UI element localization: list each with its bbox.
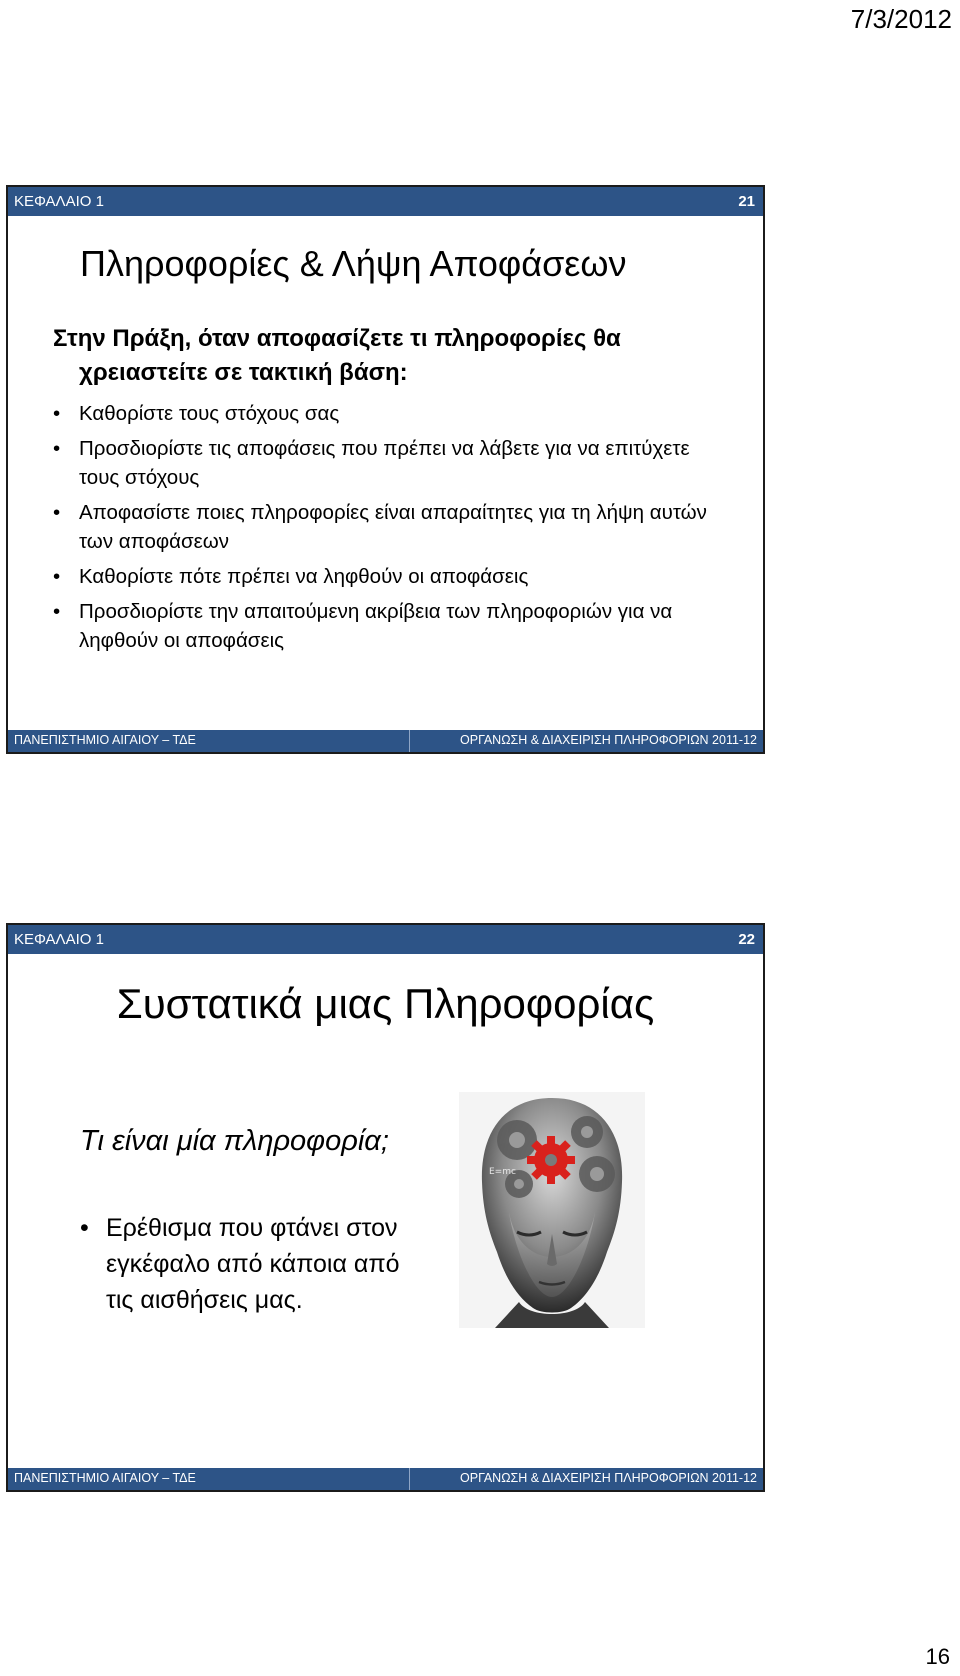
slide-header (8, 925, 763, 954)
slide-header (8, 187, 763, 216)
slide-footer (8, 730, 763, 752)
bullet-list (80, 1210, 420, 1318)
list-item: • Προσδιορίστε την απαιτούμενη ακρίβεια των πληροφοριών για να ληφθούν οι αποφάσεις (53, 597, 713, 655)
page-number: 16 (925, 1644, 950, 1669)
footer-divider (409, 730, 410, 752)
chapter-label: ΚΕΦΑΛΑΙΟ 1 (14, 931, 104, 948)
list-item: • Αποφασίστε ποιες πληροφορίες είναι απαραίτητες για τη λήψη αυτών των αποφάσεων (53, 498, 713, 556)
footer-university: ΠΑΝΕΠΙΣΤΗΜΙΟ ΑΙΓΑΙΟΥ – ΤΔΕ (14, 733, 196, 747)
footer-university: ΠΑΝΕΠΙΣΤΗΜΙΟ ΑΙΓΑΙΟΥ – ΤΔΕ (14, 1471, 196, 1485)
slide-intro (53, 322, 693, 390)
list-item: • Καθορίστε πότε πρέπει να ληφθούν οι αποφάσεις (53, 562, 713, 591)
list-item: • Καθορίστε τους στόχους σας (53, 399, 713, 428)
formula-text: E=mc (489, 1167, 516, 1177)
slide-21 (6, 185, 765, 754)
slide-footer (8, 1468, 763, 1490)
intro-line-2: χρειαστείτε σε τακτική βάση: (79, 359, 408, 386)
footer-course: ΟΡΓΑΝΩΣΗ & ΔΙΑΧΕΙΡΙΣΗ ΠΛΗΡΟΦΟΡΙΩΝ 2011-12 (460, 1471, 757, 1485)
slide-number: 21 (738, 193, 755, 210)
footer-divider (409, 1468, 410, 1490)
slide-question: Τι είναι μία πληροφορία; (80, 1125, 389, 1157)
slide-title: Πληροφορίες & Λήψη Αποφάσεων (80, 243, 627, 284)
intro-line-1: Στην Πράξη, όταν αποφασίζετε τι πληροφορίες θα (53, 325, 621, 352)
chapter-label: ΚΕΦΑΛΑΙΟ 1 (14, 193, 104, 210)
bullet-list (53, 399, 713, 661)
footer-course: ΟΡΓΑΝΩΣΗ & ΔΙΑΧΕΙΡΙΣΗ ΠΛΗΡΟΦΟΡΙΩΝ 2011-12 (460, 733, 757, 747)
slide-number: 22 (738, 931, 755, 948)
page-date: 7/3/2012 (850, 4, 952, 34)
list-item: • Προσδιορίστε τις αποφάσεις που πρέπει να λάβετε για να επιτύχετε τους στόχους (53, 434, 713, 492)
slide-22 (6, 923, 765, 1492)
list-item: • Ερέθισμα που φτάνει στον εγκέφαλο από κάποια από τις αισθήσεις μας. (80, 1210, 420, 1318)
slide-title: Συστατικά μιας Πληροφορίας (116, 980, 655, 1027)
head-with-gears-image (459, 1092, 645, 1328)
